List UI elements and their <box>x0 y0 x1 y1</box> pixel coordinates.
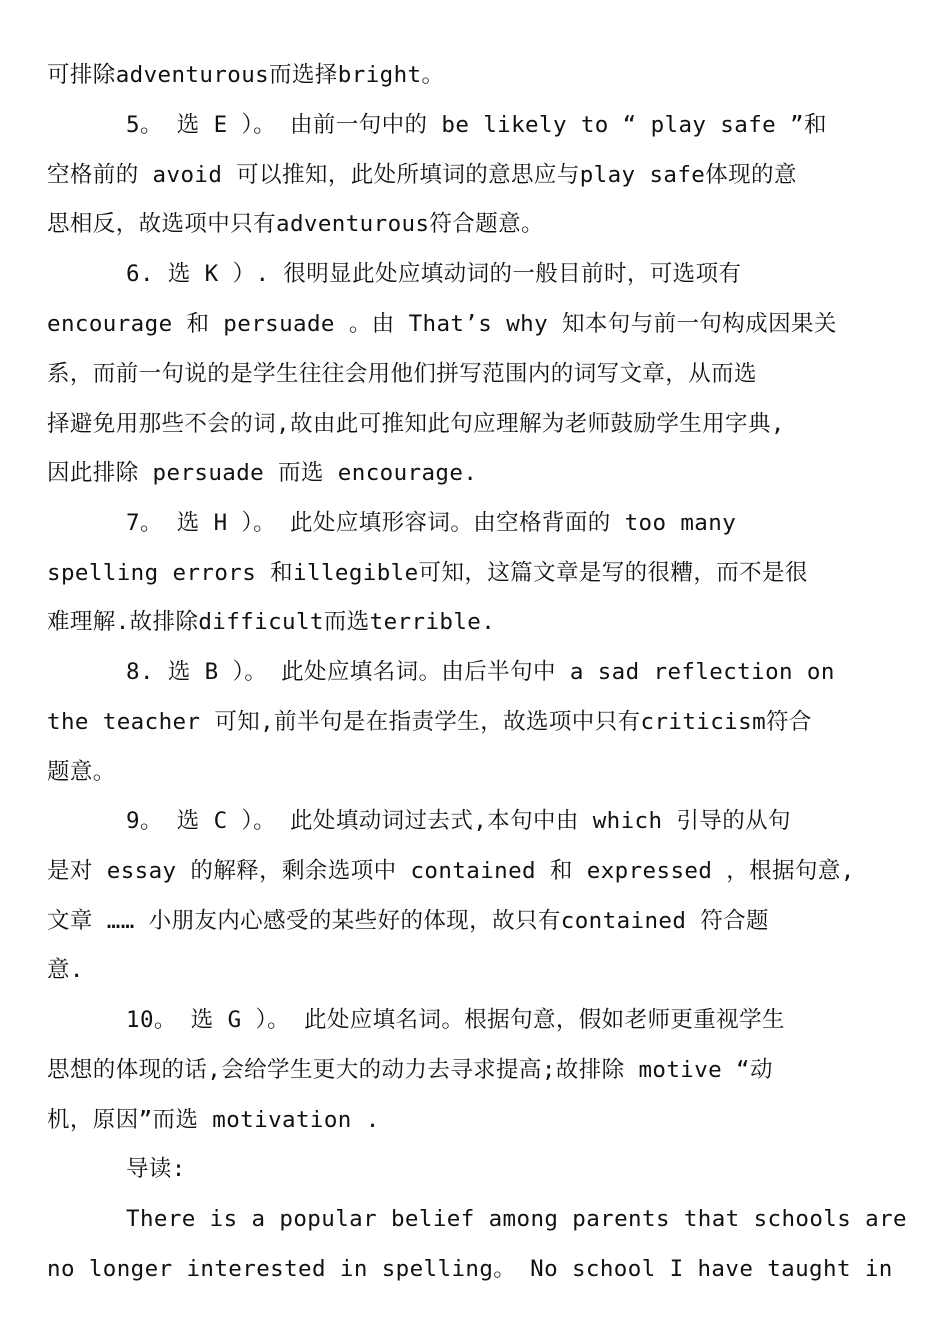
text-line: spelling errors 和illegible可知，这篇文章是写的很糟，而不是很 <box>47 560 808 586</box>
text-line: encourage 和 persuade 。由 That’s why 知本句与前一句构成因果关 <box>47 311 837 337</box>
text-line: 思想的体现的话,会给学生更大的动力去寻求提高;故排除 motive “动 <box>47 1057 773 1083</box>
text-line: the teacher 可知,前半句是在指责学生，故选项中只有criticism符合 <box>47 709 812 735</box>
text-line: 空格前的 avoid 可以推知，此处所填词的意思应与play safe体现的意 <box>47 162 797 188</box>
text-line: 难理解.故排除difficult而选terrible. <box>47 609 496 635</box>
passage-line: no longer interested in spelling。 No school I have taught in <box>47 1256 893 1282</box>
text-line: 因此排除 persuade 而选 encourage. <box>47 460 478 486</box>
passage-line: There is a popular belief among parents that schools are <box>126 1206 907 1232</box>
text-line: 思相反，故选项中只有adventurous符合题意。 <box>47 211 544 237</box>
text-line: 可排除adventurous而选择bright。 <box>47 62 445 88</box>
item-5-heading: 5。 选 E ）。 由前一句中的 be likely to “ play safe ”和 <box>126 112 827 138</box>
text-line: 系，而前一句说的是学生往往会用他们拼写范围内的词写文章，从而选 <box>47 361 757 387</box>
text-line: 机，原因”而选 motivation . <box>47 1107 380 1133</box>
text-line: 是对 essay 的解释，剩余选项中 contained 和 expressed ，根据句意, <box>47 858 855 884</box>
item-10-heading: 10。 选 G ）。 此处应填名词。根据句意，假如老师更重视学生 <box>126 1007 785 1033</box>
item-6-heading: 6. 选 K ）. 很明显此处应填动词的一般目前时，可选项有 <box>126 261 742 287</box>
item-7-heading: 7。 选 H ）。 此处应填形容词。由空格背面的 too many <box>126 510 737 536</box>
text-line: 文章 …… 小朋友内心感受的某些好的体现，故只有contained 符合题 <box>47 908 769 934</box>
text-line: 题意。 <box>47 759 116 785</box>
item-9-heading: 9。 选 C ）。 此处填动词过去式,本句中由 which 引导的从句 <box>126 808 791 834</box>
section-heading-daodu: 导读: <box>126 1156 186 1182</box>
item-8-heading: 8. 选 B ）。 此处应填名词。由后半句中 a sad reflection on <box>126 659 835 685</box>
text-line: 意. <box>47 957 84 983</box>
text-line: 择避免用那些不会的词,故由此可推知此句应理解为老师鼓励学生用字典, <box>47 411 785 437</box>
